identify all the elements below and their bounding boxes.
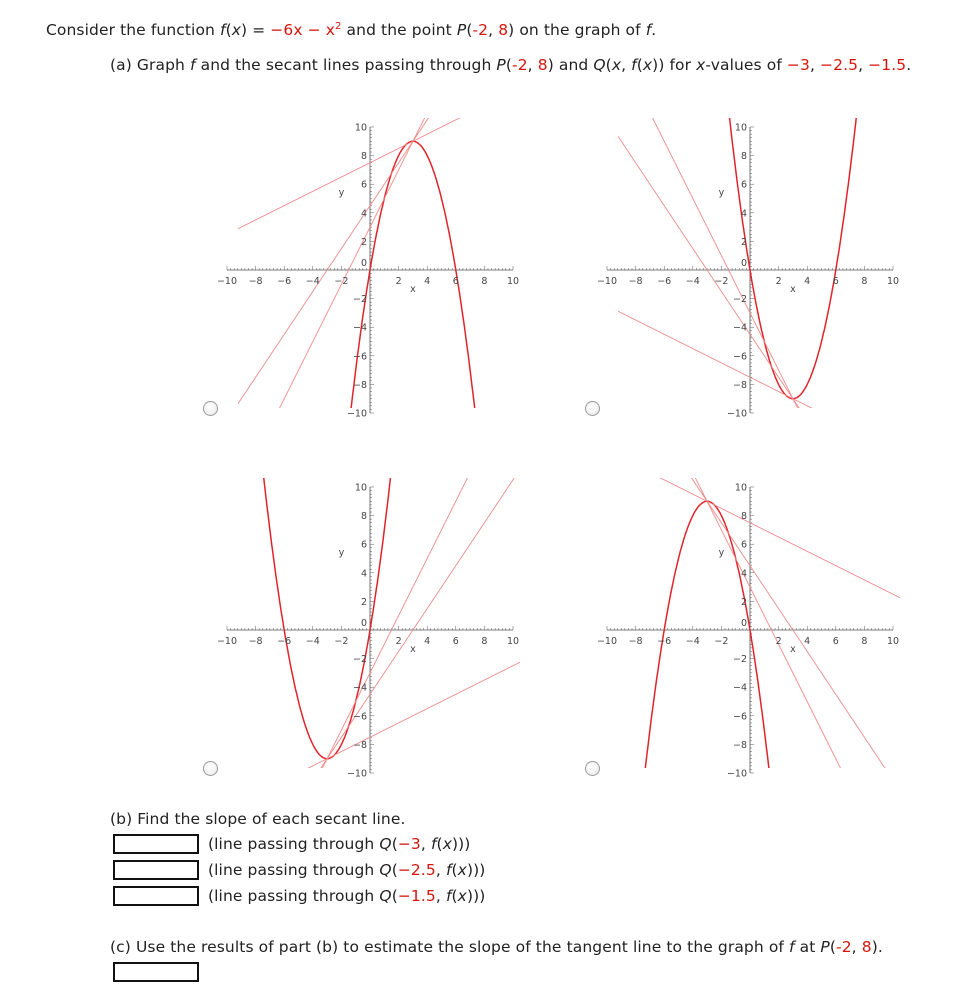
x-tick-label: −4: [685, 636, 700, 647]
tangent-slope-input[interactable]: [113, 962, 199, 982]
origin-label: 0: [740, 618, 747, 629]
y-axis-label: y: [338, 187, 345, 199]
y-tick-label: 4: [740, 568, 747, 580]
y-tick-label: 6: [360, 179, 367, 191]
option-4-plot: [596, 478, 910, 780]
x-tick-label: 10: [506, 276, 520, 287]
option-3-radio[interactable]: [203, 761, 218, 776]
y-tick-label: −4: [732, 322, 747, 334]
y-tick-label: −2: [732, 654, 747, 666]
origin-label: 0: [360, 258, 367, 269]
x-tick-label: 2: [395, 276, 402, 287]
part-c-label: (c) Use the results of part (b) to estimate the slope of the tangent line to the graph of f at P(-2, 8).: [110, 938, 883, 956]
y-tick-label: −8: [352, 739, 367, 751]
x-tick-label: 4: [804, 636, 811, 647]
x-axis-label: x: [410, 284, 416, 295]
x-tick-label: −8: [628, 276, 643, 287]
y-axis-label: y: [338, 547, 345, 559]
y-tick-label: 4: [360, 568, 367, 580]
x-axis-label: x: [410, 644, 416, 655]
x-tick-label: 8: [861, 636, 868, 647]
y-tick-label: −4: [732, 682, 747, 694]
x-tick-label: −4: [685, 276, 700, 287]
y-tick-label: −4: [352, 682, 367, 694]
y-tick-label: 4: [360, 208, 367, 220]
x-tick-label: 8: [861, 276, 868, 287]
x-tick-label: −10: [216, 276, 238, 287]
option-2-graph: [596, 118, 910, 420]
slope-input-3[interactable]: [113, 886, 199, 906]
x-tick-label: 6: [452, 636, 459, 647]
y-tick-label: 10: [734, 482, 747, 494]
option-4-graph: [596, 478, 910, 780]
option-2-plot: [596, 118, 910, 420]
x-tick-label: −6: [657, 636, 672, 647]
x-tick-label: 10: [886, 276, 900, 287]
x-tick-label: −4: [305, 636, 320, 647]
x-tick-label: −2: [714, 276, 729, 287]
y-tick-label: 2: [360, 596, 367, 608]
y-tick-label: 4: [740, 208, 747, 220]
x-tick-label: −8: [628, 636, 643, 647]
y-tick-label: −6: [732, 711, 747, 723]
y-tick-label: −2: [352, 654, 367, 666]
x-tick-label: −10: [216, 636, 238, 647]
x-axis-label: x: [790, 644, 796, 655]
x-tick-label: 10: [506, 636, 520, 647]
option-1-graph: [216, 118, 530, 420]
option-1-plot: [216, 118, 530, 420]
x-tick-label: 8: [481, 276, 488, 287]
y-tick-label: 2: [360, 236, 367, 248]
x-tick-label: −2: [334, 276, 349, 287]
y-tick-label: −10: [346, 408, 367, 420]
x-tick-label: −4: [305, 276, 320, 287]
y-tick-label: 8: [740, 151, 747, 163]
y-tick-label: 8: [360, 151, 367, 163]
function-curve: [729, 116, 856, 399]
part-a-instruction: (a) Graph f and the secant lines passing through P(-2, 8) and Q(x, f(x)) for x-values of −3, −2.5, −1.5.: [110, 56, 912, 74]
y-tick-label: 6: [360, 539, 367, 551]
origin-label: 0: [740, 258, 747, 269]
x-tick-label: −6: [277, 636, 292, 647]
x-tick-label: 10: [886, 636, 900, 647]
x-tick-label: 2: [775, 636, 782, 647]
x-tick-label: 6: [832, 636, 839, 647]
x-tick-label: 6: [832, 276, 839, 287]
x-tick-label: 4: [804, 276, 811, 287]
x-tick-label: −2: [334, 636, 349, 647]
x-tick-label: 2: [775, 276, 782, 287]
x-tick-label: 4: [424, 636, 431, 647]
y-tick-label: 8: [360, 511, 367, 523]
origin-label: 0: [360, 618, 367, 629]
slope-input-1[interactable]: [113, 834, 199, 854]
y-tick-label: 10: [354, 482, 367, 494]
part-b-label: (b) Find the slope of each secant line.: [110, 810, 406, 828]
y-tick-label: −8: [732, 739, 747, 751]
y-tick-label: −6: [352, 711, 367, 723]
option-1-radio[interactable]: [203, 401, 218, 416]
slope-label-2: (line passing through Q(−2.5, f(x))): [208, 861, 486, 879]
question-statement: Consider the function $f(x) = -6x - x^2$ and the point P(-2, 8) on the graph of f.: [46, 21, 657, 40]
x-tick-label: −2: [714, 636, 729, 647]
option-4-radio[interactable]: [585, 761, 600, 776]
x-tick-label: 2: [395, 636, 402, 647]
y-tick-label: −2: [352, 294, 367, 306]
slope-input-2[interactable]: [113, 860, 199, 880]
x-tick-label: −8: [248, 276, 263, 287]
function-expression: $-6x - x^2$: [270, 21, 342, 40]
y-tick-label: 10: [734, 122, 747, 134]
option-2-radio[interactable]: [585, 401, 600, 416]
slope-label-3: (line passing through Q(−1.5, f(x))): [208, 887, 486, 905]
option-3-plot: [216, 478, 530, 780]
y-tick-label: −10: [726, 768, 747, 780]
y-tick-label: 2: [740, 236, 747, 248]
y-tick-label: −6: [732, 351, 747, 363]
function-curve: [264, 476, 391, 759]
x-tick-label: 8: [481, 636, 488, 647]
y-tick-label: 2: [740, 596, 747, 608]
y-tick-label: −2: [732, 294, 747, 306]
slope-label-1: (line passing through Q(−3, f(x))): [208, 835, 471, 853]
x-tick-label: −6: [657, 276, 672, 287]
y-tick-label: −8: [732, 379, 747, 391]
x-tick-label: −10: [596, 276, 618, 287]
y-tick-label: 6: [740, 179, 747, 191]
y-tick-label: −10: [726, 408, 747, 420]
y-tick-label: −10: [346, 768, 367, 780]
y-tick-label: 10: [354, 122, 367, 134]
y-tick-label: 6: [740, 539, 747, 551]
x-tick-label: −8: [248, 636, 263, 647]
y-axis-label: y: [718, 547, 725, 559]
y-axis-label: y: [718, 187, 725, 199]
x-tick-label: −6: [277, 276, 292, 287]
x-tick-label: 4: [424, 276, 431, 287]
option-3-graph: [216, 478, 530, 780]
y-tick-label: 8: [740, 511, 747, 523]
y-tick-label: −6: [352, 351, 367, 363]
y-tick-label: −8: [352, 379, 367, 391]
x-tick-label: −10: [596, 636, 618, 647]
x-tick-label: 6: [452, 276, 459, 287]
x-axis-label: x: [790, 284, 796, 295]
y-tick-label: −4: [352, 322, 367, 334]
